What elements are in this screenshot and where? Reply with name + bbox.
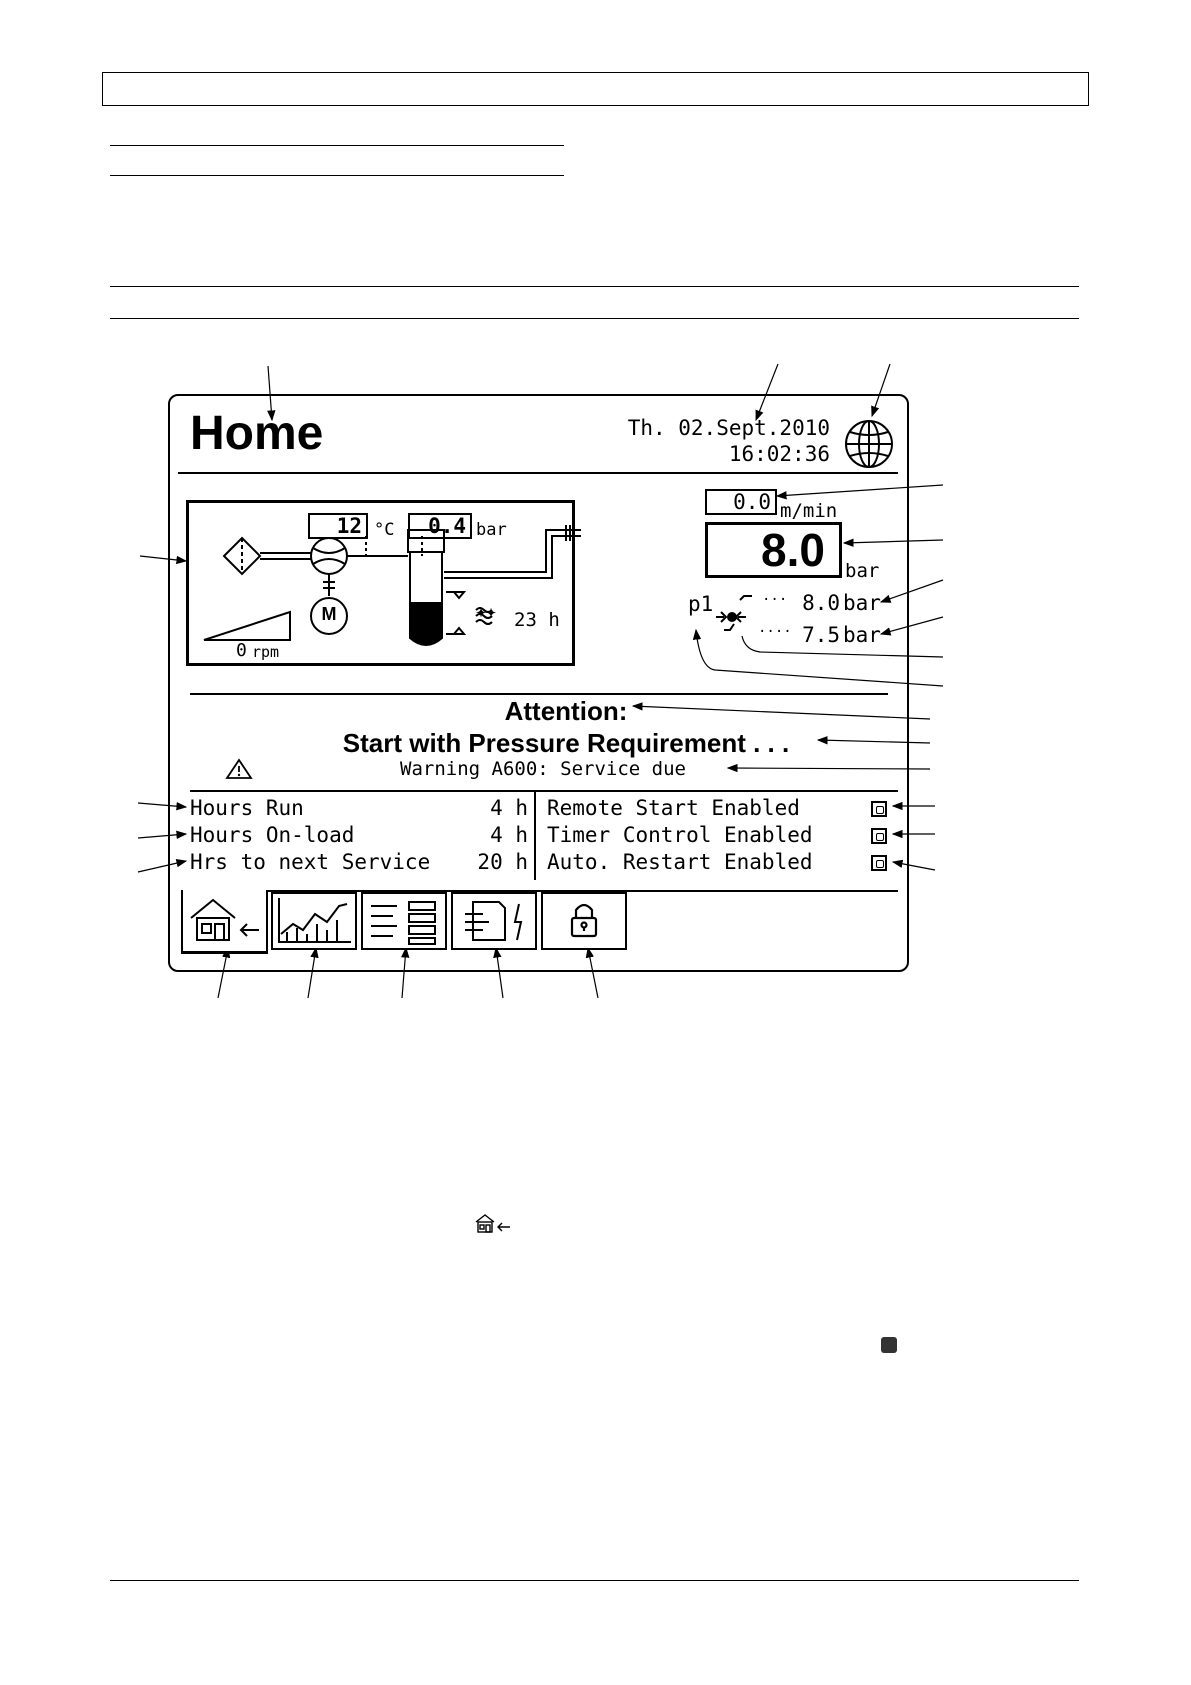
footer-rule — [110, 1580, 1079, 1581]
enable-label: Timer Control Enabled — [547, 823, 813, 847]
globe-icon[interactable] — [843, 418, 895, 470]
page-title: Home — [190, 407, 324, 460]
schematic-drawing — [186, 500, 616, 666]
enable-row — [547, 850, 892, 877]
counter-value: 4 h — [490, 823, 528, 847]
setpoint-lower-unit: bar — [843, 623, 881, 647]
warning-message: Warning A600: Service due — [400, 758, 686, 780]
enable-row — [547, 796, 892, 823]
header-divider — [178, 472, 898, 474]
counter-label: Hrs to next Service — [190, 850, 431, 874]
message-top-divider — [190, 693, 888, 695]
flow-unit: m/min — [780, 500, 838, 522]
motor-label: M — [321, 604, 337, 624]
timer-control-indicator — [871, 828, 887, 844]
remote-start-indicator — [871, 801, 887, 817]
tab-home[interactable] — [181, 890, 268, 954]
counter-value: 20 h — [477, 850, 528, 874]
trend-chart-icon — [273, 894, 355, 948]
date-display: Th. 02.Sept.2010 — [627, 416, 830, 440]
condensate-icon: ✦✦ — [476, 606, 497, 620]
counter-label: Hours Run — [190, 796, 304, 820]
time-display: 16:02:36 — [728, 442, 830, 466]
status-message: Start with Pressure Requirement . . . — [342, 728, 790, 758]
flow-readout: 0.0 — [705, 489, 777, 515]
compressor-pressure-unit: bar — [476, 520, 507, 540]
counter-list — [190, 796, 528, 877]
tab-maintenance[interactable] — [451, 892, 537, 950]
condensate-hours: 23 h — [514, 609, 560, 631]
home-icon — [183, 890, 266, 948]
setpoint-dots-lower: ···· — [758, 624, 792, 640]
motor-speed-unit: rpm — [252, 643, 280, 661]
enable-label: Remote Start Enabled — [547, 796, 800, 820]
counter-label: Hours On-load — [190, 823, 355, 847]
motor-speed-value: 0 — [236, 640, 247, 661]
home-tab-inline-icon — [474, 1212, 512, 1234]
menu-list-icon — [363, 894, 445, 948]
tab-lock[interactable] — [541, 892, 627, 950]
setpoint-label: p1 — [688, 592, 714, 616]
counter-value: 4 h — [490, 796, 528, 820]
temperature-unit: °C — [374, 520, 395, 540]
controller-screen — [168, 394, 909, 972]
maintenance-icon — [453, 894, 535, 948]
attention-label: Attention: — [504, 696, 628, 726]
counter-row — [190, 850, 528, 877]
setpoint-switch-icon — [714, 592, 762, 638]
delivery-pressure-unit: bar — [845, 560, 880, 582]
counter-divider — [534, 792, 536, 880]
enable-label: Auto. Restart Enabled — [547, 850, 813, 874]
temperature-readout: 12 — [308, 513, 368, 539]
compressor-pressure-readout: 0.4 — [408, 513, 472, 539]
tab-trends[interactable] — [271, 892, 357, 950]
indicator-inline-icon — [881, 1337, 897, 1353]
delivery-pressure-readout: 8.0 — [705, 522, 842, 578]
warning-icon — [225, 758, 253, 780]
setpoint-upper-value: 8.0 — [802, 591, 840, 615]
setpoint-lower-value: 7.5 — [802, 623, 840, 647]
counter-row — [190, 796, 528, 823]
tab-menu[interactable] — [361, 892, 447, 950]
setpoint-dots-upper: ··· — [762, 592, 788, 608]
setpoint-upper-unit: bar — [843, 591, 881, 615]
lock-icon — [543, 894, 625, 948]
counter-row — [190, 823, 528, 850]
auto-restart-indicator — [871, 855, 887, 871]
enable-row — [547, 823, 892, 850]
enable-list — [547, 796, 892, 877]
message-bottom-divider — [190, 790, 898, 792]
